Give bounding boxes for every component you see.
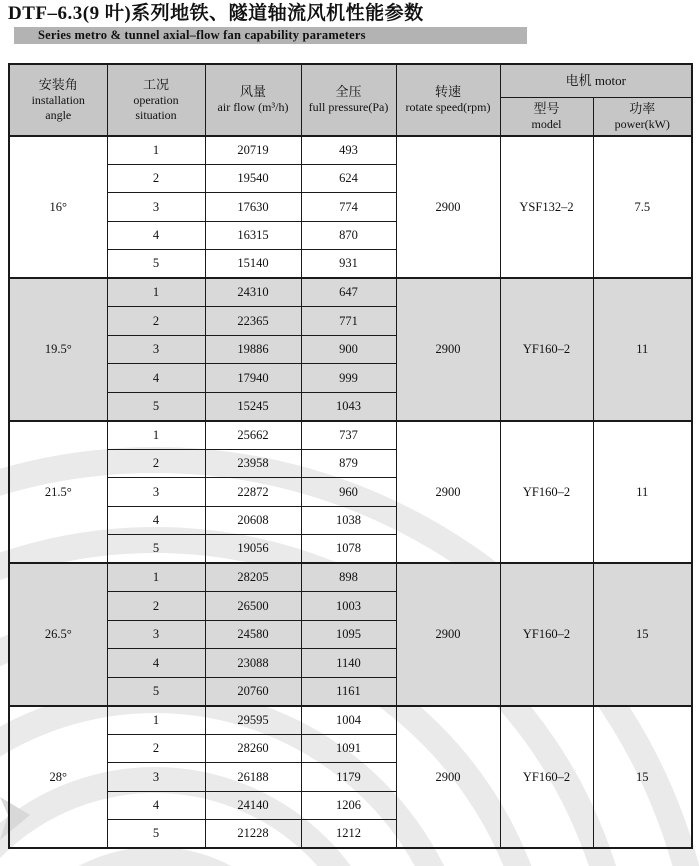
- airflow-cell: 19540: [205, 164, 301, 193]
- situation-cell: 4: [107, 791, 205, 820]
- airflow-cell: 28260: [205, 734, 301, 763]
- situation-cell: 1: [107, 421, 205, 450]
- situation-cell: 3: [107, 335, 205, 364]
- situation-cell: 4: [107, 364, 205, 393]
- airflow-cell: 22365: [205, 307, 301, 336]
- airflow-cell: 26188: [205, 763, 301, 792]
- pressure-cell: 647: [301, 278, 396, 307]
- table-row: [9, 278, 692, 307]
- speed-cell: 2900: [396, 563, 500, 706]
- pressure-cell: 1206: [301, 791, 396, 820]
- situation-cell: 3: [107, 478, 205, 507]
- header-full-pressure-en: full pressure(Pa): [308, 100, 389, 115]
- header-rotate-speed-zh: 转速: [434, 84, 461, 100]
- airflow-cell: 16315: [205, 221, 301, 250]
- airflow-cell: 17630: [205, 193, 301, 222]
- pressure-cell: 737: [301, 421, 396, 450]
- page-subtitle: Series metro & tunnel axial–flow fan capability parameters: [38, 27, 366, 42]
- situation-cell: 2: [107, 449, 205, 478]
- header-motor: [500, 64, 692, 98]
- airflow-cell: 20760: [205, 677, 301, 706]
- angle-group-19-5: [9, 278, 692, 421]
- header-rotate-speed-en: rotate speed(rpm): [405, 100, 491, 115]
- airflow-cell: 28205: [205, 563, 301, 592]
- airflow-cell: 19056: [205, 535, 301, 564]
- header-full-pressure: [301, 64, 396, 136]
- header-operation-situation-en1: operation: [133, 92, 179, 107]
- situation-cell: 4: [107, 221, 205, 250]
- header-motor-model-zh: 型号: [533, 101, 560, 117]
- header-motor-model-en: model: [531, 117, 562, 132]
- airflow-cell: 24580: [205, 620, 301, 649]
- angle-cell: 28°: [9, 706, 107, 849]
- model-cell: YSF132–2: [500, 136, 593, 279]
- power-cell: 11: [593, 421, 692, 564]
- pressure-cell: 1003: [301, 592, 396, 621]
- pressure-cell: 1004: [301, 706, 396, 735]
- power-cell: 15: [593, 706, 692, 849]
- subtitle-bar: [14, 27, 527, 44]
- airflow-cell: 21228: [205, 820, 301, 849]
- airflow-cell: 17940: [205, 364, 301, 393]
- speed-cell: 2900: [396, 706, 500, 849]
- angle-group-26-5: [9, 563, 692, 706]
- header-installation-angle-zh: 安装角: [38, 76, 78, 92]
- airflow-cell: 15140: [205, 250, 301, 279]
- table-row: [9, 421, 692, 450]
- power-cell: 11: [593, 278, 692, 421]
- situation-cell: 3: [107, 763, 205, 792]
- power-cell: 15: [593, 563, 692, 706]
- power-cell: 7.5: [593, 136, 692, 279]
- speed-cell: 2900: [396, 278, 500, 421]
- angle-group-28: [9, 706, 692, 849]
- situation-cell: 5: [107, 677, 205, 706]
- situation-cell: 1: [107, 136, 205, 165]
- angle-cell: 26.5°: [9, 563, 107, 706]
- fan-parameters-table: [8, 63, 693, 850]
- pressure-cell: 1095: [301, 620, 396, 649]
- situation-cell: 3: [107, 193, 205, 222]
- header-motor-label: 电机 motor: [565, 73, 626, 89]
- situation-cell: 1: [107, 563, 205, 592]
- situation-cell: 1: [107, 706, 205, 735]
- model-cell: YF160–2: [500, 563, 593, 706]
- airflow-cell: 22872: [205, 478, 301, 507]
- header-installation-angle-en2: angle: [45, 107, 72, 122]
- angle-group-16: [9, 136, 692, 279]
- pressure-cell: 493: [301, 136, 396, 165]
- header-air-flow-en: air flow (m³/h): [217, 100, 289, 115]
- situation-cell: 3: [107, 620, 205, 649]
- situation-cell: 5: [107, 820, 205, 849]
- situation-cell: 4: [107, 649, 205, 678]
- situation-cell: 2: [107, 592, 205, 621]
- header-operation-situation-zh: 工况: [142, 76, 169, 92]
- pressure-cell: 1038: [301, 506, 396, 535]
- pressure-cell: 624: [301, 164, 396, 193]
- angle-group-21-5: [9, 421, 692, 564]
- header-operation-situation: [107, 64, 205, 136]
- pressure-cell: 879: [301, 449, 396, 478]
- header-motor-power-en: power(kW): [614, 117, 670, 132]
- airflow-cell: 25662: [205, 421, 301, 450]
- page-title: DTF–6.3(9 叶)系列地铁、隧道轴流风机性能参数: [8, 3, 424, 24]
- table-row: [9, 706, 692, 735]
- airflow-cell: 20719: [205, 136, 301, 165]
- header-rotate-speed: [396, 64, 500, 136]
- pressure-cell: 1091: [301, 734, 396, 763]
- pressure-cell: 898: [301, 563, 396, 592]
- situation-cell: 4: [107, 506, 205, 535]
- header-motor-model: [500, 98, 593, 136]
- pressure-cell: 771: [301, 307, 396, 336]
- situation-cell: 2: [107, 734, 205, 763]
- table-header: [9, 64, 692, 136]
- pressure-cell: 960: [301, 478, 396, 507]
- angle-cell: 19.5°: [9, 278, 107, 421]
- situation-cell: 2: [107, 164, 205, 193]
- angle-cell: 21.5°: [9, 421, 107, 564]
- situation-cell: 5: [107, 250, 205, 279]
- speed-cell: 2900: [396, 421, 500, 564]
- airflow-cell: 29595: [205, 706, 301, 735]
- airflow-cell: 15245: [205, 392, 301, 421]
- model-cell: YF160–2: [500, 421, 593, 564]
- airflow-cell: 24140: [205, 791, 301, 820]
- model-cell: YF160–2: [500, 278, 593, 421]
- airflow-cell: 23958: [205, 449, 301, 478]
- pressure-cell: 931: [301, 250, 396, 279]
- table-row: [9, 563, 692, 592]
- pressure-cell: 900: [301, 335, 396, 364]
- model-cell: YF160–2: [500, 706, 593, 849]
- pressure-cell: 1179: [301, 763, 396, 792]
- header-air-flow-zh: 风量: [239, 84, 266, 100]
- angle-cell: 16°: [9, 136, 107, 279]
- airflow-cell: 23088: [205, 649, 301, 678]
- pressure-cell: 774: [301, 193, 396, 222]
- pressure-cell: 870: [301, 221, 396, 250]
- header-motor-power-zh: 功率: [629, 101, 656, 117]
- speed-cell: 2900: [396, 136, 500, 279]
- header-full-pressure-zh: 全压: [335, 84, 362, 100]
- airflow-cell: 24310: [205, 278, 301, 307]
- header-operation-situation-en2: situation: [135, 107, 177, 122]
- airflow-cell: 20608: [205, 506, 301, 535]
- situation-cell: 1: [107, 278, 205, 307]
- header-air-flow: [205, 64, 301, 136]
- pressure-cell: 1212: [301, 820, 396, 849]
- header-installation-angle: [9, 64, 107, 136]
- pressure-cell: 999: [301, 364, 396, 393]
- pressure-cell: 1140: [301, 649, 396, 678]
- header-motor-power: [593, 98, 692, 136]
- pressure-cell: 1161: [301, 677, 396, 706]
- airflow-cell: 19886: [205, 335, 301, 364]
- table-row: [9, 136, 692, 165]
- pressure-cell: 1043: [301, 392, 396, 421]
- pressure-cell: 1078: [301, 535, 396, 564]
- airflow-cell: 26500: [205, 592, 301, 621]
- situation-cell: 2: [107, 307, 205, 336]
- situation-cell: 5: [107, 535, 205, 564]
- situation-cell: 5: [107, 392, 205, 421]
- header-installation-angle-en1: installation: [31, 92, 85, 107]
